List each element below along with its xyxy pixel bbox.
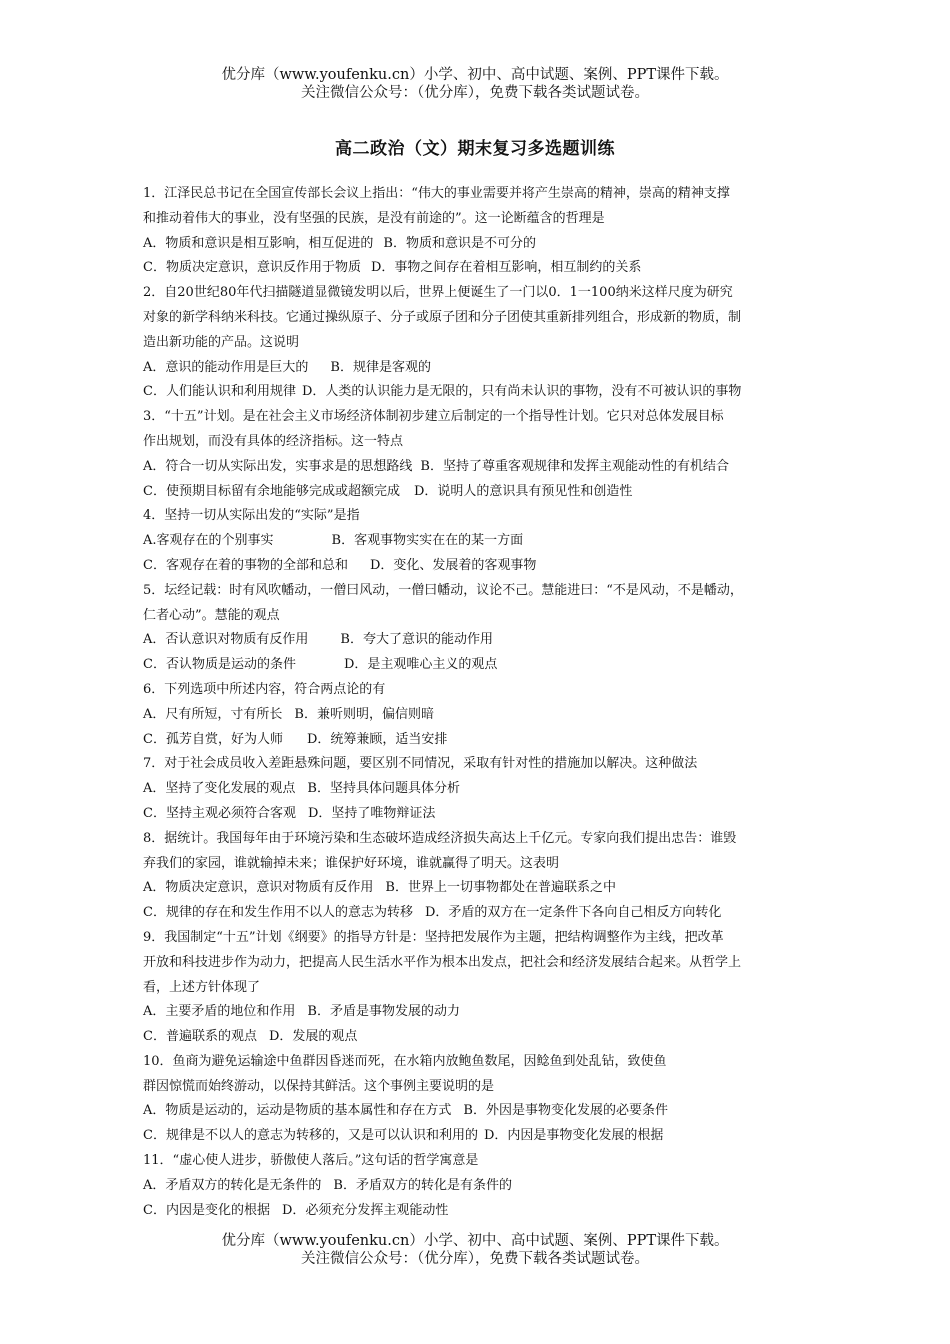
line-option-text: D．变化、发展着的客观事物	[369, 557, 537, 573]
line-option-text: D．人类的认识能力是无限的，只有尚未认识的事物，没有不可被认识的事物	[301, 384, 742, 400]
text-line	[143, 306, 823, 331]
text-line	[143, 926, 823, 951]
line-text: C．内因是变化的根据	[143, 1202, 270, 1218]
line-text: 群因惊慌而始终游动，以保持其鲜活。这个事例主要说明的是	[143, 1078, 495, 1094]
line-option-text: D．说明人的意识具有预见性和创造性	[413, 483, 633, 499]
text-line	[143, 579, 823, 604]
text-line	[143, 529, 823, 554]
line-text: C．规律的存在和发生作用不以人的意志为转移	[143, 905, 413, 921]
line-text: 9．我国制定“十五”计划《纲要》的指导方针是：坚持把发展作为主题，把结构调整作为主线，把改革	[143, 929, 724, 945]
line-option-text: B．外因是事物变化发展的必要条件	[463, 1103, 668, 1119]
line-option-text: D．发展的观点	[268, 1029, 358, 1045]
text-line	[143, 703, 823, 728]
text-line	[143, 1199, 823, 1224]
text-line	[143, 281, 823, 306]
line-text: 和推动着伟大的事业，没有坚强的民族，是没有前途的”。这一论断蕴含的哲理是	[143, 210, 605, 226]
text-line	[143, 728, 823, 753]
line-text: A．尺有所短，寸有所长	[143, 706, 283, 722]
text-line	[143, 480, 823, 505]
header-line-1: 优分库（www.youfenku.cn）小学、初中、高中试题、案例、PPT课件下载。	[221, 67, 729, 83]
line-text: A．符合一切从实际出发，实事求是的思想路线	[143, 458, 413, 474]
document-title: 高二政治（文）期末复习多选题训练	[335, 139, 615, 159]
line-text: 1．江泽民总书记在全国宣传部长会议上指出：“伟大的事业需要并将产生崇高的精神，崇高的精神支撑	[143, 186, 730, 201]
text-line	[143, 1025, 823, 1050]
text-line	[143, 827, 823, 852]
line-option-text: B．世界上一切事物都处在普遍联系之中	[385, 880, 616, 896]
line-text: A．主要矛盾的地位和作用	[143, 1004, 296, 1020]
line-option-text: B．规律是客观的	[330, 359, 431, 375]
text-line	[143, 182, 823, 207]
text-line	[143, 430, 823, 455]
header-line-2: 关注微信公众号：（优分库），免费下载各类试题试卷。	[301, 85, 649, 101]
line-text: A．坚持了变化发展的观点	[143, 781, 296, 797]
text-line	[143, 331, 823, 356]
text-line	[143, 653, 823, 678]
line-text: 11．“虚心使人进步，骄傲使人落后。”这句话的哲学寓意是	[143, 1153, 479, 1169]
line-text: C．否认物质是运动的条件	[143, 657, 296, 673]
text-line	[143, 207, 823, 232]
line-text: A．矛盾双方的转化是无条件的	[143, 1177, 322, 1193]
text-line	[143, 976, 823, 1001]
line-option-text: D．统筹兼顾，适当安排	[306, 731, 448, 747]
text-line	[143, 1000, 823, 1025]
line-text: 5．坛经记载：时有风吹幡动，一僧曰风动，一僧曰幡动，议论不己。慧能进曰：“不是风动，不是幡动，	[143, 582, 743, 598]
line-text: A．否认意识对物质有反作用	[143, 632, 309, 648]
text-line	[143, 1099, 823, 1124]
line-text: 仁者心动”。慧能的观点	[143, 607, 280, 623]
line-text: C．规律是不以人的意志为转移的，又是可以认识和利用的	[143, 1128, 478, 1144]
line-text: A．意识的能动作用是巨大的	[143, 359, 309, 375]
line-option-text: B．坚持具体问题具体分析	[307, 781, 460, 797]
line-option-text: D．矛盾的双方在一定条件下各向自己相反方向转化	[424, 905, 722, 921]
line-option-text: B．矛盾是事物发展的动力	[307, 1004, 460, 1020]
line-text: 开放和科技进步作为动力，把提高人民生活水平作为根本出发点，把社会和经济发展结合起来。从哲学上	[143, 954, 742, 970]
line-text: A．物质决定意识，意识对物质有反作用	[143, 880, 374, 896]
question-list	[143, 182, 823, 1223]
line-text: 2．自20世纪80年代扫描隧道显微镜发明以后，世界上便诞生了一门以0．1一100纳米这样尺度为研究	[143, 285, 733, 301]
line-text: 7．对于社会成员收入差距悬殊问题，要区别不同情况，采取有针对性的措施加以解决。这种做法	[143, 756, 698, 772]
line-option-text: B．坚持了尊重客观规律和发挥主观能动性的有机结合	[420, 458, 729, 474]
text-line	[143, 380, 823, 405]
text-line	[143, 852, 823, 877]
line-option-text: B．物质和意识是不可分的	[383, 235, 536, 251]
line-option-text: B．矛盾双方的转化是有条件的	[333, 1177, 512, 1193]
text-line	[143, 554, 823, 579]
text-line	[143, 752, 823, 777]
text-line	[143, 777, 823, 802]
line-text: 造出新功能的产品。这说明	[143, 334, 300, 350]
line-text: 弃我们的家园，谁就输掉未来；谁保护好环境，谁就赢得了明天。这表明	[143, 855, 560, 871]
line-text: C．物质决定意识，意识反作用于物质	[143, 260, 361, 276]
text-line	[143, 678, 823, 703]
line-text: C．使预期目标留有余地能够完成或超额完成	[143, 483, 400, 499]
line-text: 看，上述方针体现了	[143, 979, 261, 995]
text-line	[143, 802, 823, 827]
line-option-text: D．坚持了唯物辩证法	[307, 805, 436, 821]
line-text: 作出规划，而没有具体的经济指标。这一特点	[143, 433, 404, 449]
text-line	[143, 951, 823, 976]
line-text: C．普遍联系的观点	[143, 1029, 257, 1045]
text-line	[143, 1124, 823, 1149]
line-text: A．物质和意识是相互影响，相互促进的	[143, 235, 374, 251]
line-text: 6．下列选项中所述内容，符合两点论的有	[143, 681, 386, 697]
text-line	[143, 1050, 823, 1075]
line-text: C．人们能认识和利用规律	[143, 384, 296, 400]
text-line	[143, 356, 823, 381]
text-line	[143, 256, 823, 281]
line-option-text: D．是主观唯心主义的观点	[343, 657, 498, 673]
line-text: 10．鱼商为避免运输途中鱼群因昏迷而死，在水箱内放鲍鱼数尾，因鲶鱼到处乱钻，致使鱼	[143, 1053, 667, 1069]
text-line	[143, 1149, 823, 1174]
text-line	[143, 876, 823, 901]
line-text: 3．“十五”计划。是在社会主义市场经济体制初步建立后制定的一个指导性计划。它只对总体发展目标	[143, 409, 724, 425]
line-text: 对象的新学科纳米科技。它通过操纵原子、分子或原子团和分子团使其重新排列组合，形成新的物质，制	[143, 309, 742, 325]
line-text: A.客观存在的个别事实	[143, 533, 274, 549]
line-option-text: D．必须充分发挥主观能动性	[281, 1202, 449, 1218]
text-line	[143, 1075, 823, 1100]
line-text: A．物质是运动的，运动是物质的基本属性和存在方式	[143, 1103, 452, 1119]
line-text: 8．据统计。我国每年由于环境污染和生态破坏造成经济损失高达上千亿元。专家向我们提出忠告：谁毁	[143, 830, 737, 846]
text-line	[143, 455, 823, 480]
line-option-text: B．客观事物实实在在的某一方面	[331, 533, 524, 549]
text-line	[143, 901, 823, 926]
line-option-text: B．兼听则明，偏信则暗	[294, 706, 434, 722]
line-text: C．孤芳自赏，好为人师	[143, 731, 283, 747]
line-option-text: B．夸大了意识的能动作用	[340, 632, 493, 648]
page-header	[0, 66, 950, 102]
text-line	[143, 232, 823, 257]
text-line	[143, 504, 823, 529]
text-line	[143, 604, 823, 629]
text-line	[143, 628, 823, 653]
page-footer	[0, 1232, 950, 1268]
footer-line-2: 关注微信公众号：（优分库），免费下载各类试题试卷。	[301, 1251, 649, 1267]
text-line	[143, 1174, 823, 1199]
line-text: C．坚持主观必须符合客观	[143, 805, 296, 821]
text-line	[143, 405, 823, 430]
footer-line-1: 优分库（www.youfenku.cn）小学、初中、高中试题、案例、PPT课件下载。	[221, 1233, 729, 1249]
line-option-text: D．事物之间存在着相互影响，相互制约的关系	[370, 260, 642, 276]
line-text: 4．坚持一切从实际出发的“实际”是指	[143, 508, 360, 524]
line-option-text: D．内因是事物变化发展的根据	[483, 1128, 664, 1144]
line-text: C．客观存在着的事物的全部和总和	[143, 557, 348, 573]
